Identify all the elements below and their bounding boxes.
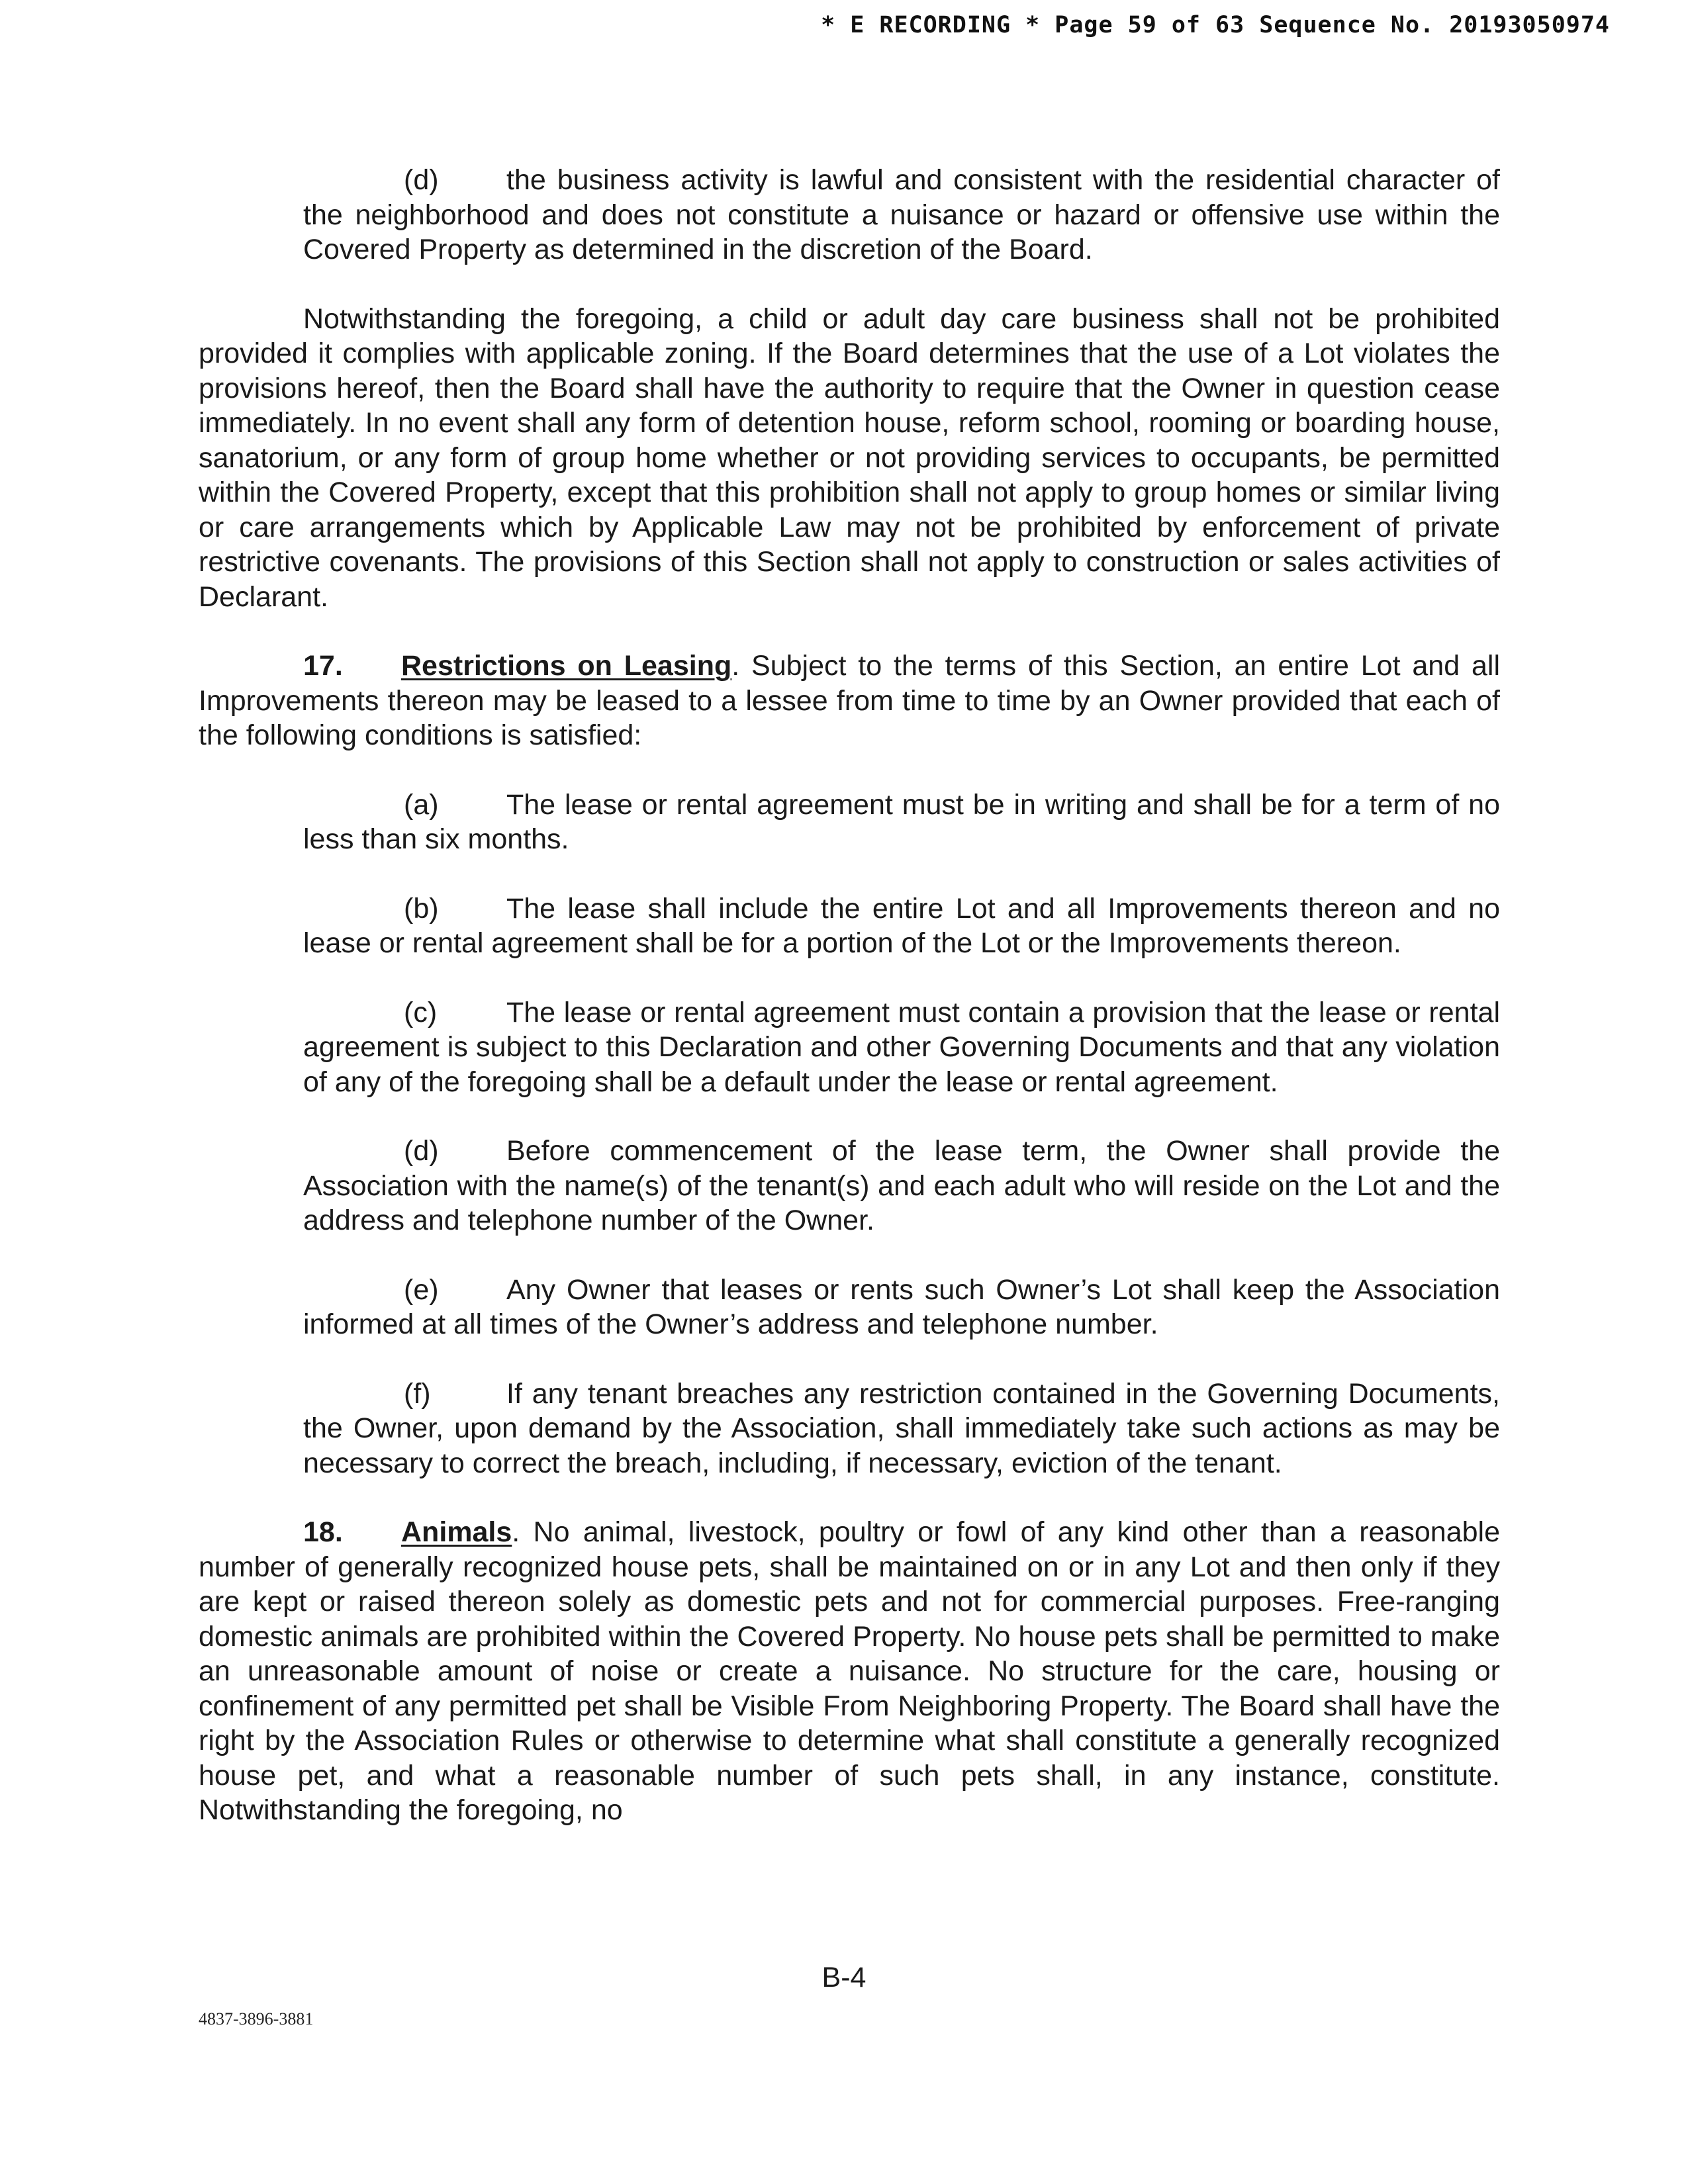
lease-condition-b xyxy=(303,891,1500,961)
item-label: (b) xyxy=(404,892,439,925)
lease-condition-f xyxy=(303,1377,1500,1481)
item-label: (c) xyxy=(404,996,438,1028)
section-text: . No animal, livestock, poultry or fowl of any kind other than a reasonable number of generally recognized house pets, shall be maintained on or in any Lot and then only if they are kept or raised thereon solely as domestic pets and not for commercial purposes. Free-ranging domestic animals are prohibited within the Covered Property. No house pets shall be permitted to make an unreasonable amount of noise or create a nuisance. No structure for the care, housing or confinement of any permitted pet shall be Visible From Neighboring Property. The Board shall have the right by the Association Rules or otherwise to determine what shall constitute a generally recognized house pet, and what a reasonable number of such pets shall, in any instance, constitute. Notwithstanding the foregoing, no xyxy=(199,1516,1500,1826)
lease-condition-d xyxy=(303,1134,1500,1238)
item-text: If any tenant breaches any restriction contained in the Governing Documents, the Owner, upon demand by the Association, shall immediately take such actions as may be necessary to correct the breach, including, if necessary, eviction of the tenant. xyxy=(303,1377,1500,1479)
section-number: 18. xyxy=(303,1516,343,1548)
item-label: (d) xyxy=(404,1135,439,1167)
item-text: The lease or rental agreement must contain a provision that the lease or rental agreement is subject to this Declaration and other Governing Documents and that any violation of any of the foregoing shall be a default under the lease or rental agreement. xyxy=(303,996,1500,1098)
item-label: (f) xyxy=(404,1377,431,1410)
item-text: The lease shall include the entire Lot and all Improvements thereon and no lease or rental agreement shall be for a portion of the Lot or the Improvements thereon. xyxy=(303,892,1500,959)
section-title: Restrictions on Leasing xyxy=(401,650,732,682)
section-intro: . Subject to the terms of this Section, an entire Lot and all Improvements thereon may be leased to a lessee from time to time by an Owner provided that each of the following conditions is satisfied: xyxy=(199,650,1500,751)
section-title: Animals xyxy=(401,1516,512,1548)
lease-condition-e xyxy=(303,1273,1500,1342)
recording-header: * E RECORDING * Page 59 of 63 Sequence No. 20193050974 xyxy=(821,12,1610,38)
item-label: (e) xyxy=(404,1273,439,1306)
lease-condition-a xyxy=(303,788,1500,857)
section-17-paragraph xyxy=(199,649,1500,753)
item-text: the business activity is lawful and consistent with the residential character of the neighborhood and does not constitute a nuisance or hazard or offensive use within the Covered Property as determined in the discretion of the Board. xyxy=(303,164,1500,265)
section-number: 17. xyxy=(303,650,343,682)
item-text: Any Owner that leases or rents such Owner’s Lot shall keep the Association informed at all times of the Owner’s address and telephone number. xyxy=(303,1273,1500,1340)
item-text: The lease or rental agreement must be in writing and shall be for a term of no less than six months. xyxy=(303,788,1500,855)
item-label: (d) xyxy=(404,164,439,196)
item-text: Before commencement of the lease term, the Owner shall provide the Association with the name(s) of the tenant(s) and each adult who will reside on the Lot and the address and telephone number of the Owner. xyxy=(303,1135,1500,1236)
item-label: (a) xyxy=(404,788,439,821)
lease-condition-c xyxy=(303,995,1500,1100)
notwithstanding-paragraph: Notwithstanding the foregoing, a child or adult day care business shall not be prohibited provided it complies with applicable zoning. If the Board determines that the use of a Lot violates the provisions hereof, then the Board shall have the authority to require that the Owner in question cease immediately. In no event shall any form of detention house, reform school, rooming or boarding house, sanatorium, or any form of group home whether or not providing services to occupants, be permitted within the Covered Property, except that this prohibition shall not apply to group homes or similar living or care arrangements which by Applicable Law may not be prohibited by enforcement of private restrictive covenants. The provisions of this Section shall not apply to construction or sales activities of Declarant. xyxy=(199,302,1500,613)
section-18-paragraph xyxy=(199,1515,1500,1828)
document-body xyxy=(199,163,1500,1828)
paragraph-d-business-activity xyxy=(303,163,1500,267)
page-number: B-4 xyxy=(821,1962,867,1993)
document-id: 4837-3896-3881 xyxy=(199,2009,314,2028)
